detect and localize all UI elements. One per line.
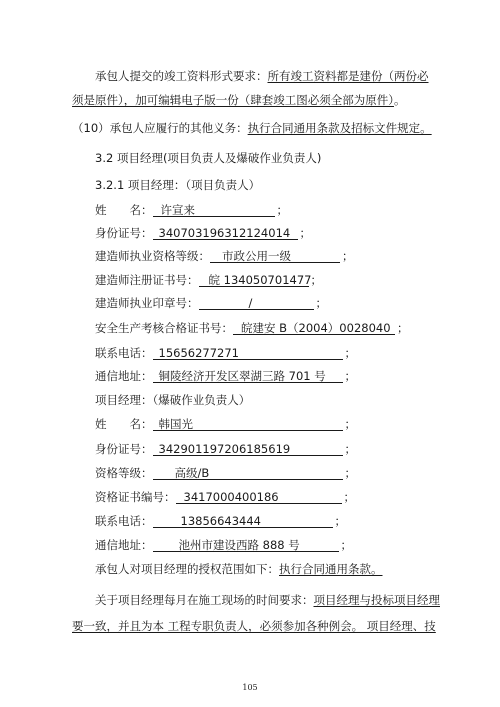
time-line1	[95, 592, 440, 608]
pm-name-value: 许宣来	[153, 203, 275, 217]
pm-seal-row	[95, 295, 327, 311]
para1-label: 承包人提交的竣工资料形式要求：	[95, 69, 268, 83]
pm-addr-label: 通信地址：	[95, 369, 153, 383]
pm-qual-row	[95, 248, 354, 264]
pm-name-label: 姓 名：	[95, 203, 153, 217]
blast-name-label: 姓 名：	[95, 417, 153, 431]
auth-text: 执行合同通用条款。	[279, 562, 383, 576]
pm-qual-semicolon: ；	[342, 249, 354, 263]
para1-end: 。	[394, 93, 406, 107]
para2-text: 执行合同通用条款及招标文件规定。	[247, 121, 432, 135]
blast-id-label: 身份证号：	[95, 442, 153, 456]
blast-name-value: 韩国光	[153, 417, 343, 431]
pm-addr-row	[95, 368, 356, 384]
blast-cert-label: 资格证书编号：	[95, 490, 176, 504]
pm-safety-row	[95, 320, 409, 336]
blast-cert-semicolon: ；	[343, 490, 355, 504]
blast-addr-semicolon: ；	[340, 538, 352, 552]
time-text1: 项目经理与投标项目经理	[313, 593, 440, 607]
pm-id-label: 身份证号：	[95, 226, 153, 240]
blast-addr-label: 通信地址：	[95, 538, 153, 552]
pm-addr-semicolon: ；	[344, 369, 356, 383]
pm-phone-row	[95, 345, 356, 361]
para1-line1	[95, 68, 429, 84]
blast-level-row	[95, 465, 356, 481]
pm-phone-value: 15656277271	[153, 346, 343, 360]
pm-qual-value: 市政公用一级	[210, 249, 340, 263]
para1-text2: 须是原件），加可编辑电子版一份（肆套竣工图必须全部为原件）	[72, 93, 394, 107]
blast-id-value: 342901197206185619	[153, 442, 343, 456]
pm-id-value: 340703196312124014	[153, 226, 298, 240]
blast-id-row	[95, 441, 356, 457]
blast-phone-semicolon: ；	[334, 514, 346, 528]
time-text2: 要一致，并且为本 工程专职负责人，必须参加各种例会。 项目经理、技	[72, 619, 436, 633]
blast-name-semicolon: ；	[344, 417, 356, 431]
blast-phone-label: 联系电话：	[95, 514, 153, 528]
blast-addr-row	[95, 537, 352, 553]
pm-phone-semicolon: ；	[344, 346, 356, 360]
auth-label: 承包人对项目经理的授权范围如下：	[95, 562, 279, 576]
time-label: 关于项目经理每月在施工现场的时间要求：	[95, 593, 314, 607]
pm-id-semicolon: ；	[299, 226, 311, 240]
blast-name-row	[95, 416, 356, 432]
blast-phone-row	[95, 513, 346, 529]
para1-line2	[72, 92, 406, 108]
pm-safety-value: 皖建安 B（2004）0028040	[233, 321, 395, 335]
blast-addr-value: 池州市建设西路 888 号	[153, 538, 339, 552]
pm-safety-label: 安全生产考核合格证书号：	[95, 321, 233, 335]
pm-seal-value: /	[199, 296, 314, 310]
pm-reg-label: 建造师注册证书号：	[95, 273, 199, 287]
pm-reg-value: 皖 134050701477	[199, 273, 309, 287]
section-heading-3-2-1: 3.2.1 项目经理：（项目负责人）	[95, 178, 261, 192]
pm-seal-label: 建造师执业印章号：	[95, 296, 199, 310]
blast-level-semicolon: ；	[344, 466, 356, 480]
pm-safety-semicolon: ；	[397, 321, 409, 335]
section-heading-3-2: 3.2 项目经理(项目负责人及爆破作业负责人)	[95, 151, 322, 165]
auth-line	[95, 561, 383, 577]
blast-phone-value: 13856643444	[153, 514, 333, 528]
pm-name-row	[95, 202, 288, 218]
blast-cert-row	[95, 489, 355, 505]
pm-seal-semicolon: ；	[315, 296, 327, 310]
pm-name-semicolon: ；	[276, 203, 288, 217]
pm-phone-label: 联系电话：	[95, 346, 153, 360]
blast-level-label: 资格等级：	[95, 466, 153, 480]
blast-id-semicolon: ；	[344, 442, 356, 456]
para1-text1: 所有竣工资料都是建份（两份必	[267, 69, 429, 83]
para2-label: （10）承包人应履行的其他义务：	[72, 121, 248, 135]
blast-cert-value: 3417000400186	[176, 490, 342, 504]
para2-line	[72, 120, 432, 136]
page-number: 105	[242, 683, 258, 692]
pm-id-row	[95, 225, 311, 241]
pm-reg-row	[95, 272, 322, 288]
blast-level-value: 高级/B	[153, 466, 343, 480]
pm-addr-value: 铜陵经济开发区翠湖三路 701 号	[153, 369, 343, 383]
pm-qual-label: 建造师执业资格等级：	[95, 249, 210, 263]
blast-heading: 项目经理：（爆破作业负责人）	[95, 393, 251, 407]
time-line2	[72, 618, 436, 634]
pm-reg-semicolon: ；	[310, 273, 322, 287]
